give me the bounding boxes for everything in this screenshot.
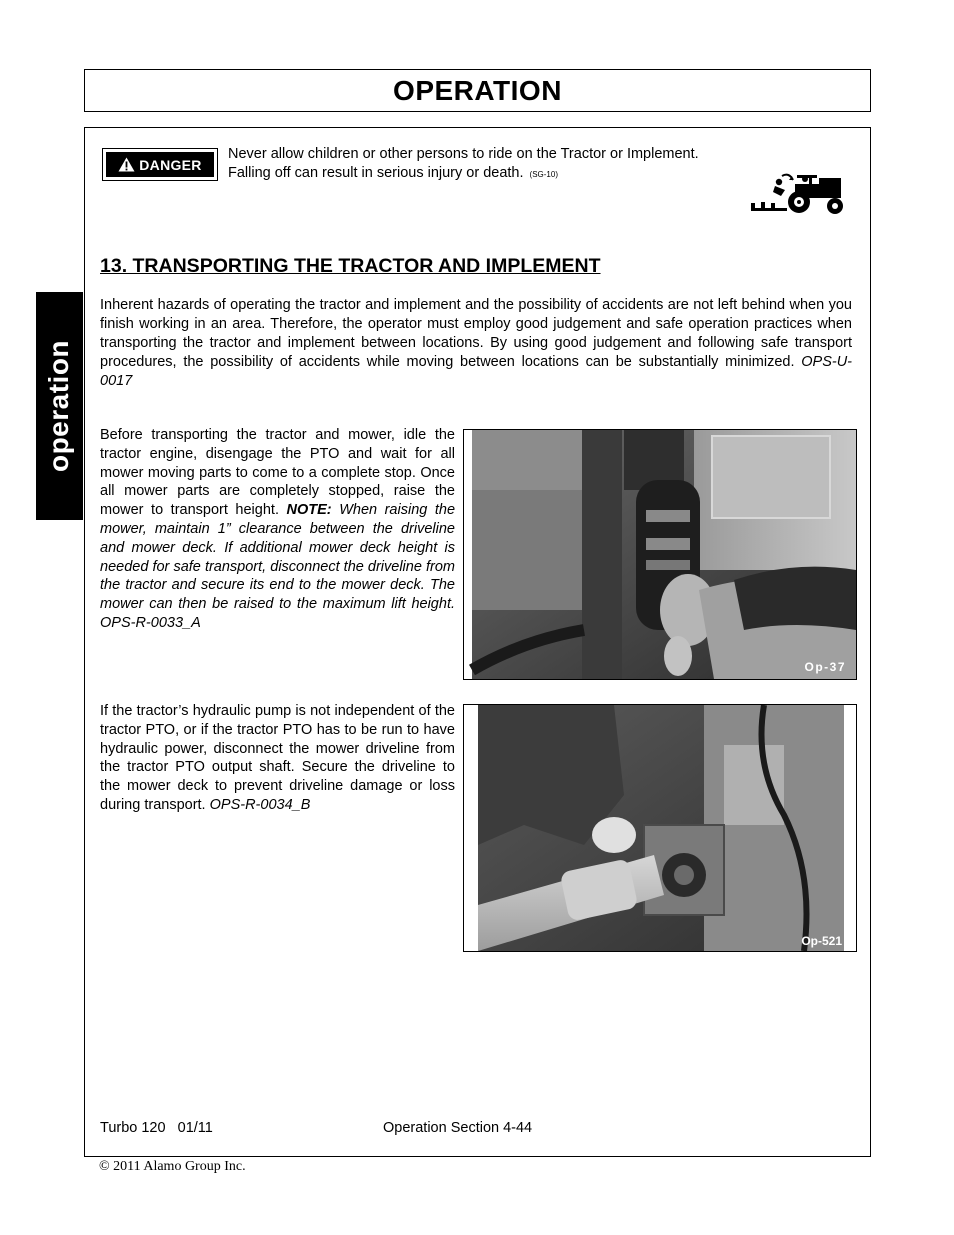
intro-paragraph	[100, 296, 852, 391]
danger-badge	[102, 148, 218, 181]
footer-section: Operation Section 4-44	[383, 1120, 533, 1136]
danger-code: (SG-10)	[529, 170, 558, 179]
danger-badge-inner	[106, 152, 214, 177]
note-label: NOTE:	[286, 502, 332, 519]
cab-controls-photo	[464, 430, 856, 679]
note-text: When raising the mower, maintain 1” clearance between the driveline and mower deck. If additional mower deck height is needed for safe transport, disconnect the driveline from the tractor and secure its end to the mower deck. The mower can then be raised to the maximum lift height.	[100, 502, 456, 613]
hydraulic-pump-paragraph	[100, 702, 455, 815]
intro-text: Inherent hazards of operating the tractor and implement and the possibility of accidents are not left behind when you finish working in an area. Therefore, the operator must employ good judgement and safe operation practices when transporting the tractor and implement between locations. By using good judgement and following safe transport procedures, the possibility of accidents while moving between locations can be substantially minimized.	[100, 297, 852, 370]
figure-label-op-521: Op-521	[801, 934, 842, 948]
danger-message	[228, 145, 748, 184]
side-tab-label: operation	[43, 339, 75, 473]
danger-line-2: Falling off can result in serious injury or death.	[228, 165, 524, 181]
header-box	[84, 69, 871, 112]
pre-transport-paragraph	[100, 426, 455, 633]
content-box	[84, 127, 871, 1157]
figure-op-521	[463, 704, 857, 952]
warning-triangle-icon	[118, 157, 135, 172]
tractor-rider-hazard-icon	[749, 170, 847, 218]
side-tab	[36, 292, 83, 520]
para1-text: Before transporting the tractor and mower, idle the tractor engine, disengage the PTO and wait for all mower moving parts to come to a complete stop. Once all mower parts are completely stopped, raise the mower to transport height.	[100, 427, 455, 519]
danger-line-2-wrap	[228, 164, 748, 184]
para2-text: If the tractor’s hydraulic pump is not independent of the tractor PTO, or if the tractor PTO has to be run to have hydraulic power, disconnect the mower driveline from the tractor PTO output shaft. Secure the driveline to the mower deck to prevent driveline damage or loss during transport.	[100, 703, 455, 813]
danger-line-1: Never allow children or other persons to ride on the Tractor or Implement.	[228, 146, 699, 162]
danger-label: DANGER	[139, 156, 202, 173]
section-heading: 13. TRANSPORTING THE TRACTOR AND IMPLEMENT	[100, 255, 601, 277]
pto-driveline-photo	[464, 705, 856, 951]
para1-code: OPS-R-0033_A	[100, 614, 201, 631]
figure-op-37	[463, 429, 857, 680]
figure-label-op-37: Op-37	[804, 660, 846, 674]
para2-code: OPS-R-0034_B	[209, 796, 311, 813]
intro-code: OPS-U- 0017	[100, 354, 852, 389]
footer-model: Turbo 120 01/11	[100, 1120, 213, 1136]
copyright: © 2011 Alamo Group Inc.	[99, 1159, 246, 1174]
page-title: OPERATION	[393, 74, 562, 106]
